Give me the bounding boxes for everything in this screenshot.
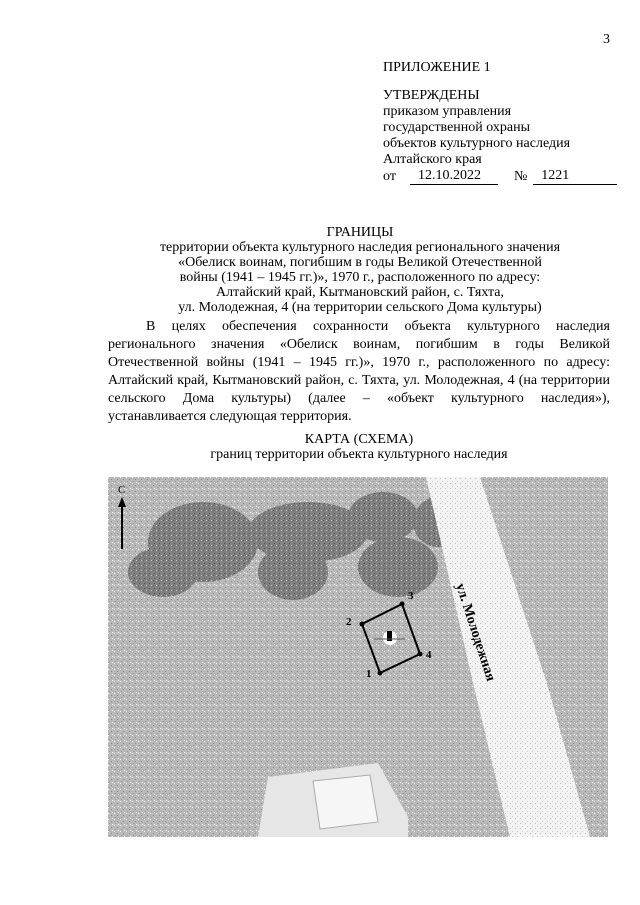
map-heading: КАРТА (СХЕМА) xyxy=(304,432,414,447)
page-number: 3 xyxy=(603,32,610,47)
point-label-1: 1 xyxy=(366,668,372,680)
date-number-row xyxy=(383,168,617,185)
order-line-3: объектов культурного наследия xyxy=(383,136,571,151)
vertex-4 xyxy=(418,652,423,657)
map-subheading: границ территории объекта культурного наследия xyxy=(210,447,508,462)
north-label: С xyxy=(118,484,126,496)
vertex-1 xyxy=(378,671,383,676)
appendix-label: ПРИЛОЖЕНИЕ 1 xyxy=(383,60,491,75)
point-label-3: 3 xyxy=(408,590,414,602)
title-line-2: «Обелиск воинам, погибшим в годы Великой Отечественной xyxy=(178,255,542,270)
tree-area xyxy=(128,492,463,600)
street-label: ул. Молодежная xyxy=(452,581,498,684)
title-line-5: ул. Молодежная, 4 (на территории сельского Дома культуры) xyxy=(178,300,542,315)
title-line-4: Алтайский край, Кытмановский район, с. Тяхта, xyxy=(216,285,504,300)
body-paragraph: В целях обеспечения сохранности объекта культурного наследия регионального значения «Обелиск воинам, погибшим в годы Великой Отечественной войны (1941 – 1945 гг.)», 1970 г., расположенного по адресу: Алтайский край, Кытмановский район, с. Тяхта, ул. Молодежная, 4 (на территории сельского Дома культуры) (далее – «объект культурного наследия»), устанавливается следующая территория. xyxy=(108,319,610,424)
point-label-4: 4 xyxy=(426,649,432,661)
point-label-2: 2 xyxy=(346,616,352,628)
approval-block xyxy=(383,60,617,185)
map-title xyxy=(108,432,610,462)
building xyxy=(313,775,378,829)
number-prefix: № xyxy=(513,169,528,184)
title-line-3: войны (1941 – 1945 гг.)», 1970 г., расположенного по адресу: xyxy=(179,270,541,285)
vertex-2 xyxy=(360,622,365,627)
order-date: 12.10.2022 xyxy=(410,168,498,185)
title-line-1: территории объекта культурного наследия регионального значения xyxy=(159,240,561,255)
title-heading: ГРАНИЦЫ xyxy=(326,225,394,240)
document-title xyxy=(100,225,620,315)
order-number: 1221 xyxy=(533,168,617,185)
order-line-4: Алтайского края xyxy=(383,152,482,167)
vertex-3 xyxy=(400,602,405,607)
boundary-map xyxy=(108,477,608,837)
approved-label: УТВЕРЖДЕНЫ xyxy=(383,88,480,103)
date-prefix: от xyxy=(383,169,396,184)
order-line-2: государственной охраны xyxy=(383,120,531,135)
order-line-1: приказом управления xyxy=(383,104,512,119)
